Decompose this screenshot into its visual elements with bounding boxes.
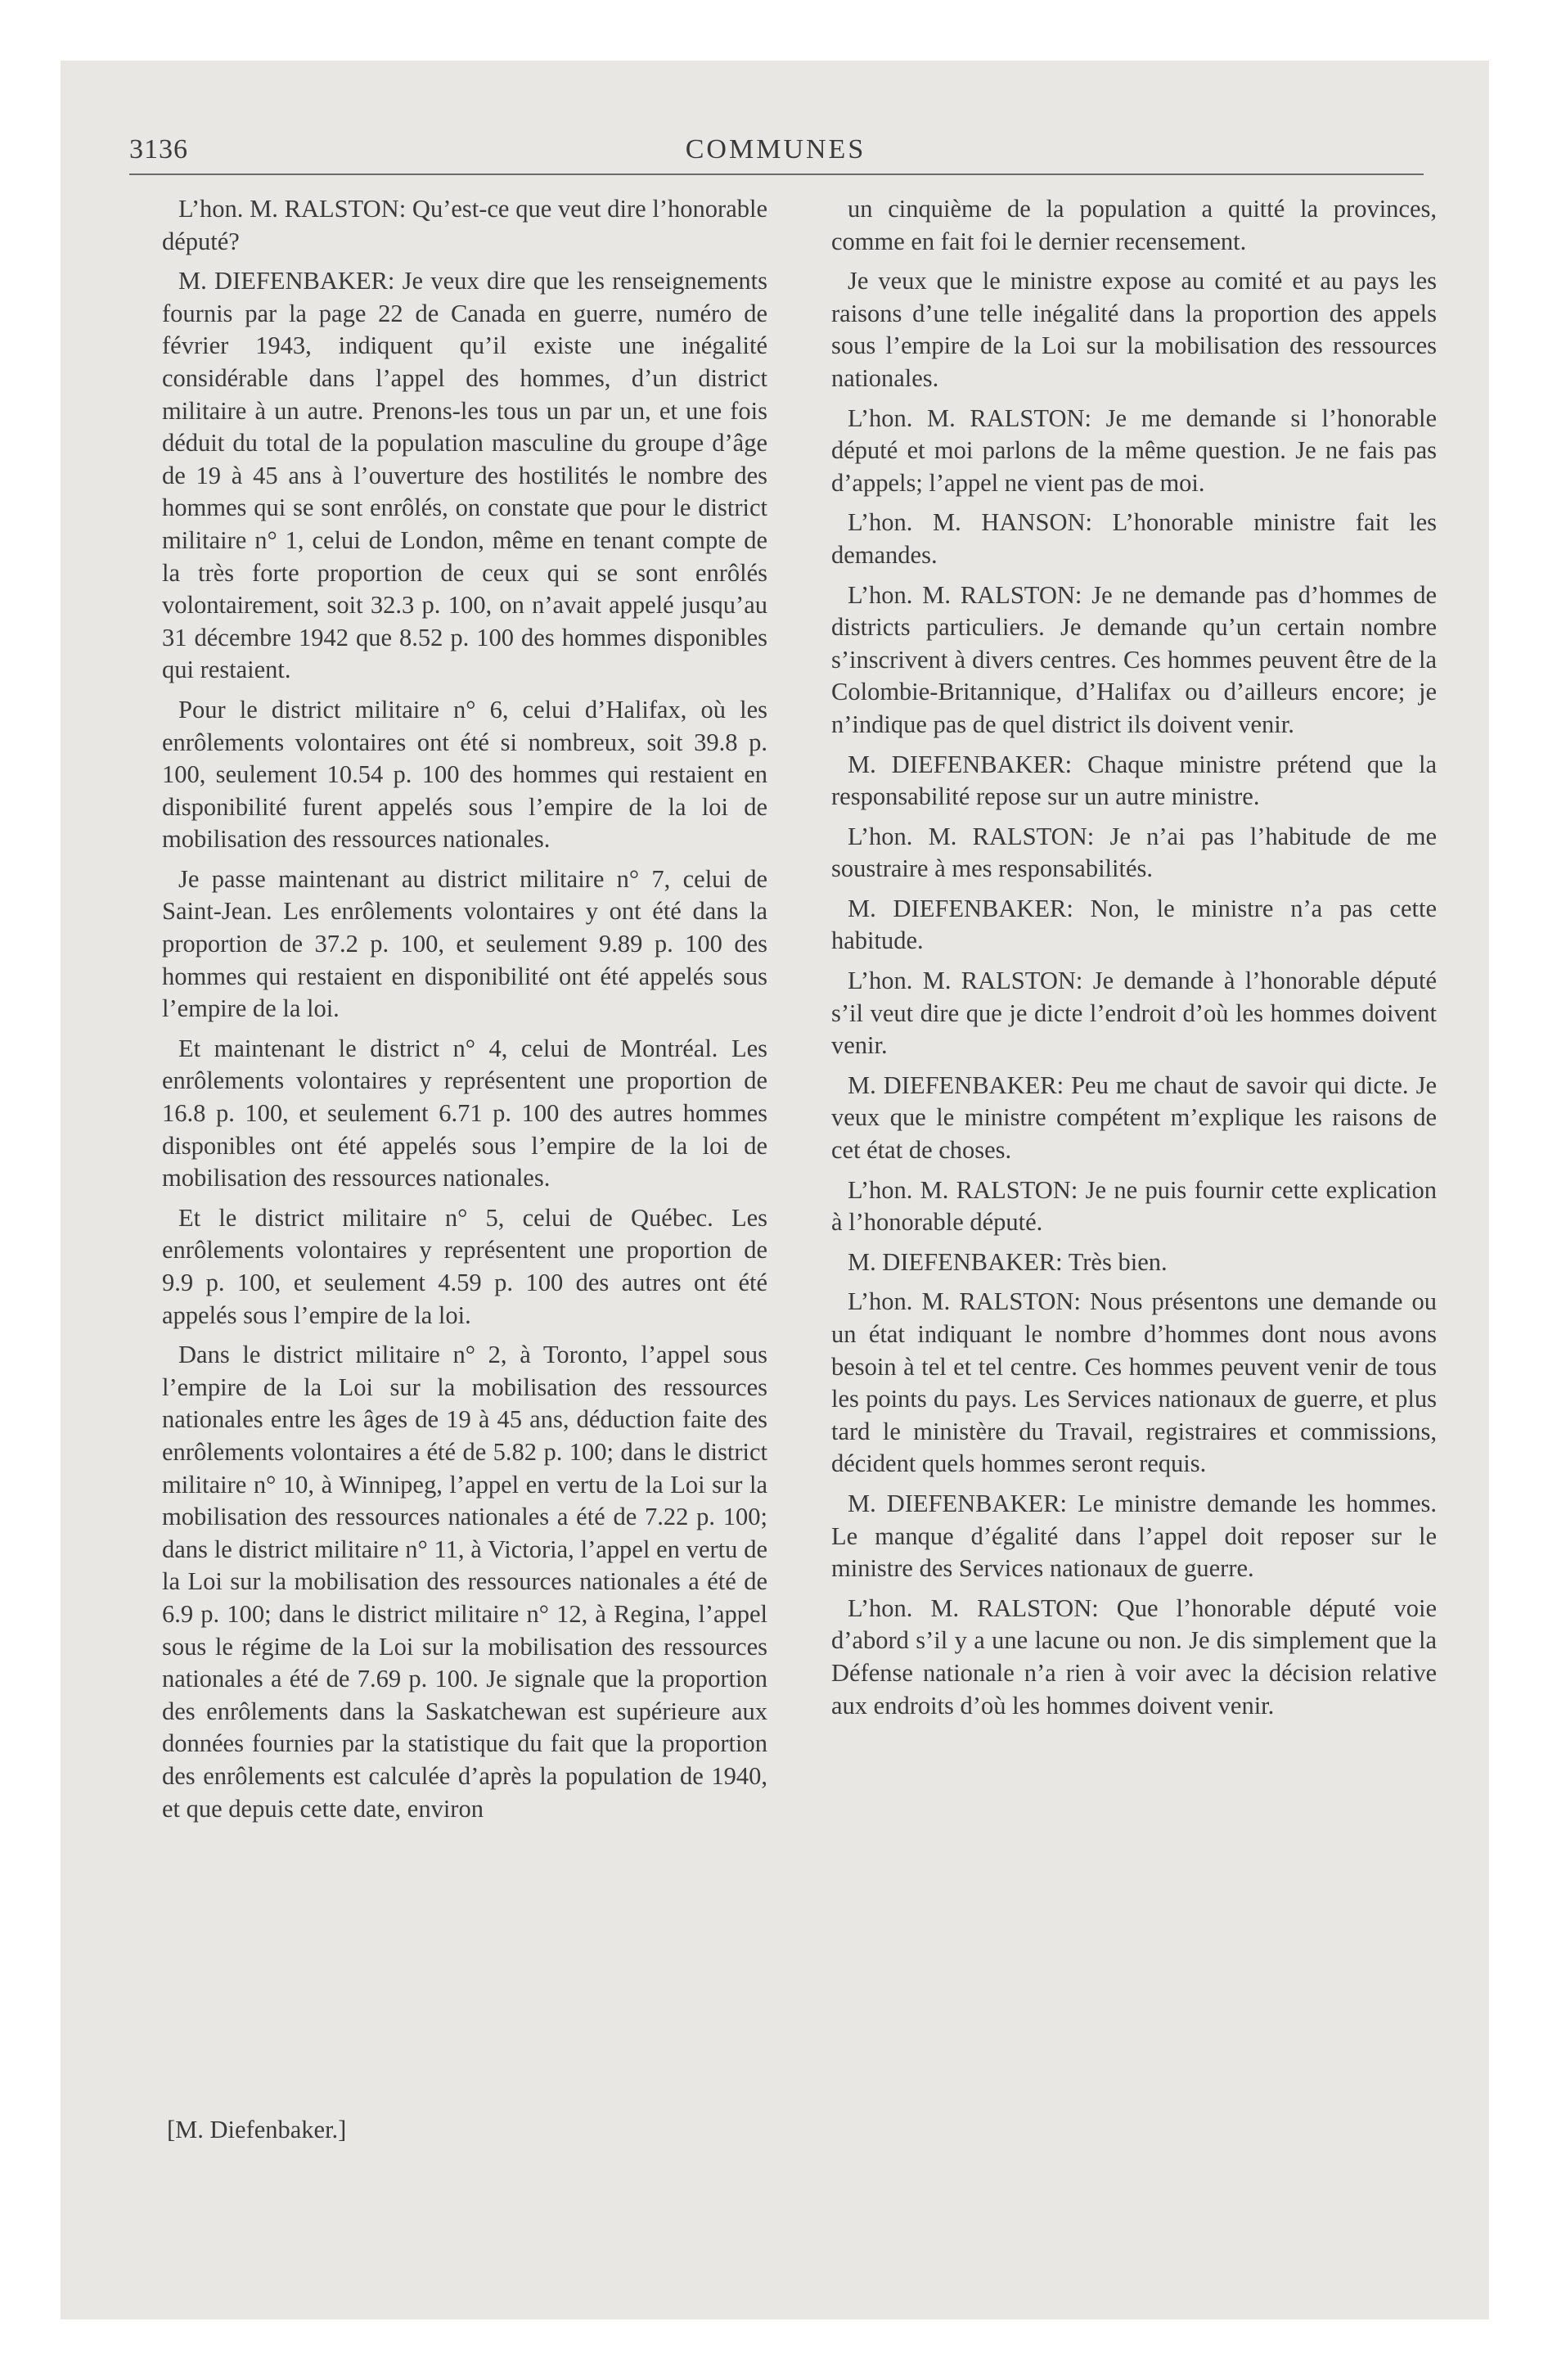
paragraph: L’hon. M. RALSTON: Je demande à l’honorable député s’il veut dire que je dicte l’endroit d’où les hommes doivent venir. — [831, 967, 1437, 1060]
paragraph: M. DIEFENBAKER: Peu me chaut de savoir qui dicte. Je veux que le ministre compétent m’explique les raisons de cet état de choses. — [831, 1071, 1437, 1165]
paragraph: L’hon. M. RALSTON: Je ne puis fournir cette explication à l’honorable député. — [831, 1175, 1437, 1237]
paragraph: M. DIEFENBAKER: Très bien. — [848, 1247, 1168, 1276]
paragraph: M. DIEFENBAKER: Je veux dire que les renseignements fournis par la page 22 de Canada en guerre, numéro de février 1943, indiquent qu’il existe une inégalité considérable dans l’appel des hommes, d’un district militaire à un autre. Prenons-les tous un par un, et une fois déduit du total de la population masculine du groupe d’âge de 19 à 45 ans à l’ouverture des hostilités le nombre des hommes qui se sont enrôlés, on constate que pour le district militaire n° 1, celui de London, même en tenant compte de la très forte proportion de ceux qui se sont enrôlés volontairement, soit 32.3 p. 100, on n’avait appelé jusqu’au 31 décembre 1942 que 8.52 p. 100 des hommes disponibles qui restaient. — [162, 267, 767, 684]
paragraph: L’hon. M. RALSTON: Qu’est-ce que veut dire l’honorable député? — [162, 195, 767, 255]
paragraph: L’hon. M. RALSTON: Je n’ai pas l’habitude de me soustraire à mes responsabilités. — [831, 822, 1437, 883]
running-head: COMMUNES — [685, 134, 866, 165]
page-number: 3136 — [129, 134, 188, 165]
right-column — [831, 187, 1437, 1729]
header-rule — [129, 174, 1424, 175]
paragraph: Je passe maintenant au district militaire n° 7, celui de Saint-Jean. Les enrôlements volontaires y ont été dans la proportion de 37.2 p. 100, et seulement 9.89 p. 100 des hommes qui restaient en disponibilité ont été appelés sous l’empire de la loi. — [162, 864, 767, 1023]
paragraph: M. DIEFENBAKER: Le ministre demande les hommes. Le manque d’égalité dans l’appel doit reposer sur le ministre des Services nationaux de guerre. — [831, 1489, 1437, 1583]
paragraph: un cinquième de la population a quitté la provinces, comme en fait foi le dernier recensement. — [831, 195, 1437, 255]
paragraph: Dans le district militaire n° 2, à Toronto, l’appel sous l’empire de la Loi sur la mobilisation des ressources nationales entre les âges de 19 à 45 ans, déduction faite des enrôlements volontaires a été de 5.82 p. 100; dans le district militaire n° 10, à Winnipeg, l’appel en vertu de la Loi sur la mobilisation des ressources nationales a été de 7.22 p. 100; dans le district militaire n° 11, à Victoria, l’appel en vertu de la Loi sur la mobilisation des ressources nationales a été de 6.9 p. 100; dans le district militaire n° 12, à Regina, l’appel sous le régime de la Loi sur la mobilisation des ressources nationales a été de 7.69 p. 100. Je signale que la proportion des enrôlements dans la Saskatchewan est supérieure aux données fournies par la statistique du fait que la proportion des enrôlements est calculée d’après la population de 1940, et que depuis cette date, environ — [162, 1341, 767, 1823]
paragraph: L’hon. M. RALSTON: Je ne demande pas d’hommes de districts particuliers. Je demande qu’un certain nombre s’inscrivent à divers centres. Ces hommes peuvent être de la Colombie-Britannique, d’Halifax ou d’ailleurs encore; je n’indique pas de quel district ils doivent venir. — [831, 580, 1437, 738]
paragraph: M. DIEFENBAKER: Chaque ministre prétend que la responsabilité repose sur un autre ministre. — [831, 750, 1437, 811]
paragraph: Et le district militaire n° 5, celui de Québec. Les enrôlements volontaires y représentent une proportion de 9.9 p. 100, et seulement 4.59 p. 100 des autres ont été appelés sous l’empire de la loi. — [162, 1203, 767, 1329]
paragraph: L’hon. M. RALSTON: Que l’honorable député voie d’abord s’il y a une lacune ou non. Je dis simplement que la Défense nationale n’a rien à voir avec la décision relative aux endroits d’où les hommes doivent venir. — [831, 1593, 1437, 1720]
paragraph: L’hon. M. RALSTON: Nous présentons une demande ou un état indiquant le nombre d’hommes dont nous avons besoin à tel et tel centre. Ces hommes peuvent venir de tous les points du pays. Les Services nationaux de guerre, et plus tard le ministère du Travail, registraires et commissions, décident quels hommes seront requis. — [831, 1287, 1437, 1478]
paragraph: Et maintenant le district n° 4, celui de Montréal. Les enrôlements volontaires y représentent une proportion de 16.8 p. 100, et seulement 6.71 p. 100 des autres hommes disponibles ont été appelés sous l’empire de la loi de mobilisation des ressources nationales. — [162, 1034, 767, 1192]
paragraph: L’hon. M. RALSTON: Je me demande si l’honorable député et moi parlons de la même question. Je ne fais pas d’appels; l’appel ne vient pas de moi. — [831, 403, 1437, 497]
paragraph: Je veux que le ministre expose au comité et au pays les raisons d’une telle inégalité dans la proportion des appels sous l’empire de la Loi sur la mobilisation des ressources nationales. — [831, 267, 1437, 392]
left-column — [162, 187, 767, 1832]
paragraph: Pour le district militaire n° 6, celui d’Halifax, où les enrôlements volontaires ont été si nombreux, soit 39.8 p. 100, seulement 10.54 p. 100 des hommes qui restaient en disponibilité furent appelés sous l’empire de la loi de mobilisation des ressources nationales. — [162, 695, 767, 854]
speaker-signature: [M. Diefenbaker.] — [167, 2116, 347, 2143]
paragraph: M. DIEFENBAKER: Non, le ministre n’a pas cette habitude. — [831, 894, 1437, 955]
paragraph: L’hon. M. HANSON: L’honorable ministre fait les demandes. — [831, 508, 1437, 569]
